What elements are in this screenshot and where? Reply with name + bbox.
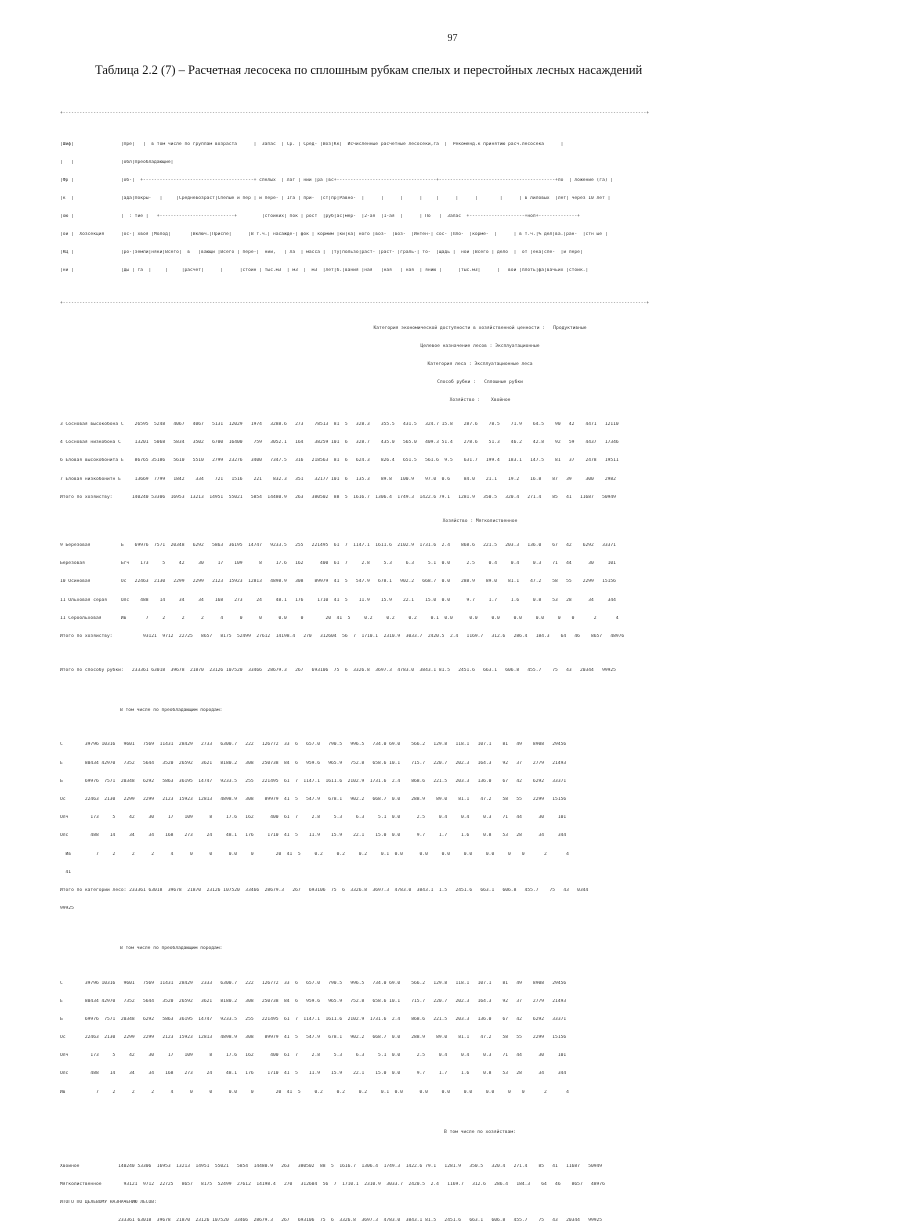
species-row: С 39796 10316 9601 7569 11431 28429 2333 6300.7 222 126772 33 6 657.0 790.5 996.5 734.0 69.0 566.2 129.8 118.1 107.1 81 49 8908 29456 [60, 980, 567, 986]
table-row: 3 Сосновая высокобона С 26595 5248 4067 4067 5131 12029 1974 3288.6 273 78513 81 5 328.3 355.5 431.5 324.7 15.8 287.6 78.5 71.9 64.5 90 42 4471 12110 [60, 422, 619, 427]
species-row: Ив 7 2 2 2 4 0 0 0.0 0 20 41 5 0.2 0.2 0.2 0.1 0.0 0.0 0.0 0.0 0.0 0 0 2 4 [60, 1089, 569, 1095]
table-row: 6 Еловая высокобонита Е 86765 35186 5610 5510 2799 23276 3400 7347.5 316 218563 81 6 624.3 826.4 651.5 561.6 9.5 631.7 199.4 183.1 147.5 81 37 2478 19511 [60, 458, 619, 464]
table-row: 11 Сероольховая Ив 7 2 2 2 4 0 0 0.0 0 20 41 5 0.2 0.2 0.2 0.1 0.0 0.0 0.0 0.0 0.0 0 0 2 4 [60, 615, 619, 621]
category-caption: Категория экономической доступности в хозяйственной ценности : Продуктивные [373, 326, 587, 331]
table-row: Березовая Бгч 173 5 42 30 17 109 8 17.6 162 400 61 7 2.8 5.3 6.3 5.1 0.0 2.5 0.4 0.4 0.3 71 44 30 101 [60, 561, 616, 567]
farm-row: Хвойное 140240 53306 16953 13213 14951 55021 5854 14480.9 263 380502 88 5 1616.7 1306.4 1749.3 1422.6 79.1 1281.9 350.5 320.4 271.4 85 41 11687 50949 [60, 1163, 603, 1169]
species-row: 41 [60, 869, 72, 875]
species-row: Ос 22463 2130 2299 2299 2123 15923 12813 4898.9 308 89979 41 5 547.9 678.1 902.2 668.7 0.0 288.9 89.0 81.1 47.2 58 55 2299 15156 [60, 797, 567, 802]
table-row: 4 Сосновая низкобона С 13201 5068 5834 3502 6700 16400 759 3052.1 164 38259 101 6 328.7 435.0 565.0 409.3 51.4 278.6 51.3 46.2 42.8 92 59 4437 17346 [60, 440, 619, 446]
species-row: Олч 173 5 42 30 17 109 8 17.6 162 400 61 7 2.8 5.3 6.3 5.1 0.0 2.5 0.4 0.4 0.3 71 44 30 101 [60, 1053, 567, 1059]
purpose-caption: Целевое назначение лесов : Эксплуатационные [420, 344, 540, 349]
species-row: Е 80434 42970 7352 5644 3520 26592 3621 8180.2 308 250738 84 6 959.6 965.9 752.8 658.6 10.1 715.7 220.7 202.3 164.3 92 37 2779 21493 [60, 998, 567, 1004]
header-line: |Шиф| |Пре| | в том числе по группам возраста | Запас | Ср. | Сред- |Воз|Кк| Исчисленные расчетные лесосеки,га | Рекоменд.к принятию расч.лесосека | [60, 142, 564, 147]
subsection-caption: В том числе по преобладающим породам: [120, 946, 223, 952]
table-row: 10 Осиновая Ос 22463 2130 2299 2299 2123 15923 12813 4898.9 308 89979 41 5 547.9 678.1 902.2 668.7 0.0 288.9 89.0 81.1 47.2 58 55 2299 15156 [60, 579, 616, 585]
category-total-tail: 99925 [60, 906, 74, 912]
subsection-caption: В том числе по преобладающим породам: [120, 708, 223, 714]
species-row: С 39796 10316 9601 7569 11431 28429 2733 6300.7 222 126772 33 6 657.0 790.5 996.5 734.0 69.0 566.2 129.8 118.1 107.1 81 49 8908 29456 [60, 742, 567, 748]
header-line: |ою | | : тие | +---------------------------+ |стойких| пок | рост |руб|ас|мер- |2-ая |1-ая | | По | Запас +--------------------+ноп+--------------+ [60, 214, 580, 219]
table-title: Таблица 2.2 (7) – Расчетная лесосека по сплошным рубкам спелых и перестойных лесных насаждений [95, 63, 643, 77]
header-line: |Фр | |об-| +----------------------------------------+ спелых | лаг | ний |ра |вс+------------------------------------+------------------------------------------+по | ложение (га) | [60, 178, 614, 183]
page-number: 97 [447, 33, 458, 44]
subtotal-row: Итого по хозяйству: 93121 9712 22725 8657 8175 52499 27612 14198.4 270 312604 56 7 1710.1 2310.9 3033.7 2420.5 2.4 1169.7 312.6 286.4 184.3 64 46 8657 48976 [60, 633, 625, 639]
table-row: 11 Ольховая серая Олс 488 14 34 34 168 273 24 48.1 176 1710 41 5 11.9 15.9 22.1 15.0 0.0 9.7 1.7 1.6 0.8 53 28 34 344 [60, 597, 616, 603]
species-row: Б 69976 7571 20348 6292 5863 36195 14747 9233.5 255 221495 61 7 1147.1 1611.6 2102.9 1731.6 2.4 868.6 221.5 203.3 136.0 67 42 6292 33371 [60, 778, 567, 784]
farm-row: Мягколиственное 93121 9712 22725 8657 8175 52499 27612 14198.4 270 312604 56 7 1710.1 2310.9 3033.7 2420.5 2.4 1169.7 312.6 286.4 184.3 64 46 8657 48976 [60, 1182, 605, 1187]
category-total-row: Итого по категории лесо: 233361 63018 39678 21870 23126 107520 33466 28679.3 267 693106 75 6 3326.8 3697.3 4783.0 3843.1 1.5 2451.6 663.1 606.8 455.7 75 43 0344 [60, 887, 589, 893]
farm-breakdown-caption: В том числе по хозяйствам: [444, 1129, 516, 1135]
table-row: 7 Еловая низкобонитн Е 13669 7799 1842 334 721 1516 221 832.3 351 32177 101 6 135.3 89.8 100.9 97.0 0.6 84.0 21.1 19.2 16.8 87 39 300 2982 [60, 476, 616, 482]
header-rule: +-------------------------------------------------------------------------------------------------------------------------------------------------------------------------------------------------------------------+ [60, 301, 650, 306]
header-line: |ни | |ды | га | | |расчет| | |стойн | тыс.м3 | м3 | м3 |лет|б.|вания |ная |ная | ная | янию | |тыс.м3| | вой |плоть|фа|вачьих |стойк.| [60, 268, 589, 273]
species-row: Олс 488 14 34 34 168 273 24 48.1 176 1710 41 5 11.9 15.9 22.1 15.0 0.0 9.7 1.7 1.6 0.8 53 28 34 344 [60, 833, 567, 839]
species-row: Ос 22463 2130 2299 2299 2123 15923 12813 4898.9 308 89979 41 5 547.9 678.1 902.2 668.7 0.0 288.9 89.0 81.1 47.2 58 55 2299 15156 [60, 1035, 567, 1041]
table-sheet [60, 98, 900, 1231]
header-line: | | |обл|Преобладающие| [60, 160, 586, 165]
header-line: |КЦ | |ро-|земли|няки|Всего| в |вающи |Всего | пере-| ний, | ла | масса | |ту|пользо|раст- |раст- |граль-| то- |щадь | ной |Всего | дело | от |ека|спе- |и пере| [60, 250, 583, 255]
species-row: Б 69976 7571 20348 6292 5863 36195 14747 9233.5 255 221495 61 7 1147.1 1611.6 2102.9 1731.6 2.4 868.6 221.5 203.3 136.0 67 42 6292 33371 [60, 1016, 567, 1022]
subtotal-row: Итого по хозяйству: 140240 53306 16953 13213 14951 55021 5854 14480.9 263 380502 88 5 1616.7 1306.4 1749.3 1422.6 79.1 1281.9 350.5 320.4 271.4 85 41 11687 50949 [60, 494, 616, 500]
species-row: Олс 488 14 34 34 168 273 24 48.1 176 1710 41 5 11.9 15.9 22.1 15.0 0.0 9.7 1.7 1.6 0.8 53 28 34 344 [60, 1071, 567, 1077]
total-row: Итого по способу рубки: 233361 63018 39678 21870 23126 107520 33466 28679.3 267 693106 75 6 3326.8 3697.3 4783.0 3843.1 81.5 2451.6 663.1 606.8 455.7 75 43 20344 99925 [60, 668, 616, 674]
species-row: Олч 173 5 42 30 17 109 8 17.6 162 400 61 7 2.8 5.3 6.3 5.1 0.0 2.5 0.4 0.4 0.3 71 44 30 101 [60, 815, 567, 821]
header-line: |ой | Хозсекция |ос-| хвоя |Молод| |Включ.|Приспе| |В т.ч.| насажде-| фок | кормим |ки|ка| ного |воз- |воз- |Интен-| сос- |Пло- |корме- | | в т.ч.|% дел|ва.|ран- |стн ые | [60, 232, 608, 237]
species-row: Ив 7 2 2 2 4 0 0 0.0 0 20 41 5 0.2 0.2 0.2 0.1 0.0 0.0 0.0 0.0 0.0 0 0 2 4 [60, 851, 569, 857]
farm-caption: Хозяйство : Хвойное [449, 398, 511, 403]
species-row: Е 80434 42970 7352 5644 3520 26592 3621 8180.2 308 250738 84 6 959.6 965.9 752.8 658.6 10.1 715.7 220.7 202.3 164.3 92 37 2779 21493 [60, 760, 567, 766]
cutting-method-caption: Способ рубки : Сплошные рубки [437, 380, 523, 385]
purpose-total-label: ИТОГО ПО ЦЕЛЕВОМУ НАЗНАЧЕНИЮ ЛЕСОВ: [60, 1200, 157, 1206]
table-row: 9 Березовая Б 69976 7571 20348 6292 5863 36195 14747 9233.5 255 221495 61 7 1147.1 1611.6 2102.9 1731.6 2.4 868.6 221.5 203.3 136.0 67 42 6292 33371 [60, 542, 616, 548]
purpose-total-row: 233361 63018 39678 21870 23126 107520 33466 28679.3 267 693106 75 6 3326.8 3697.3 4783.0 3843.1 81.5 2451.6 663.1 606.8 455.7 75 43 20344 99925 [60, 1218, 603, 1224]
farm-caption: Хозяйство : Мягколиственное [442, 518, 518, 524]
header-rule: +-------------------------------------------------------------------------------------------------------------------------------------------------------------------------------------------------------------------+ [60, 111, 650, 116]
header-line: |к | |ада|Покры- | |Средневозраст|Спелые и пер | и пере- | 1га | при- |ст|пр|Равно- | | | | | | | | | в лиловых |лет| через 10 лет | [60, 196, 611, 201]
table-header [60, 130, 900, 286]
forest-category-caption: Категория леса : Эксплуатационные леса [427, 362, 533, 367]
